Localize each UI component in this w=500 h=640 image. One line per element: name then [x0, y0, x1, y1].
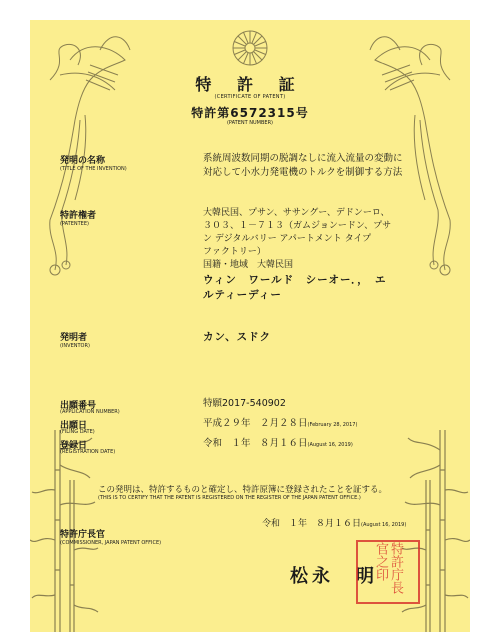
filing-date [203, 417, 453, 433]
filing-date-label-en: (FILING DATE) [60, 429, 95, 435]
filing-date-label: 出願日 [60, 421, 88, 431]
registration-date [203, 437, 453, 453]
application-number: 特願2017-540902 [203, 398, 286, 409]
invention-title-label: 発明の名称 [60, 156, 106, 166]
patent-number-en: (PATENT NUMBER) [226, 120, 273, 126]
official-seal [356, 540, 420, 604]
commissioner-label: 特許庁長官 [60, 530, 106, 540]
patentee-address [203, 207, 453, 272]
invention-title-label-en: (TITLE OF THE INVENTION) [60, 166, 127, 172]
application-number-label-en: (APPLICATION NUMBER) [60, 409, 120, 415]
certification-statement: この発明は、特許するものと確定し、特許原簿に登録されたことを証する。 [98, 485, 388, 495]
invention-title-line: 対応して小水力発電機のトルクを制御する方法 [203, 166, 403, 178]
inventor-name: カン、スドク [203, 331, 271, 343]
statement-date-ja: 令和 １年 ８月１６日 [262, 519, 362, 529]
certificate-title-en: (CERTIFICATE OF PATENT) [214, 94, 286, 100]
certificate-title: 特 許 証 [195, 75, 305, 94]
invention-title-line: 系統周波数同期の脱調なしに流入流量の変動に [203, 153, 403, 164]
certification-statement-en: (THIS IS TO CERTIFY THAT THE PATENT IS REGISTERED ON THE REGISTER OF THE JAPAN PATENT OFFICE.) [98, 495, 361, 501]
patentee-address-line: ン デジタルバリー アパートメント タイプ [203, 234, 372, 244]
registration-date-label: 登録日 [60, 441, 88, 451]
patentee-name-line: ウィン ワールド シーオー．， エ [203, 274, 387, 286]
patentee-nationality: 国籍・地域 大韓民国 [203, 260, 294, 270]
filing-date-en: (February 28, 2017) [307, 422, 358, 428]
filing-date-ja: 平成２９年 ２月２８日 [203, 418, 308, 429]
patentee-label: 特許権者 [60, 211, 97, 221]
application-number-label: 出願番号 [60, 401, 97, 411]
patentee-address-line: ３０３、１－７１３（ガムジョンードン、プサ [203, 221, 392, 231]
inventor-label-en: (INVENTOR) [60, 343, 90, 349]
statement-date-en: (August 16, 2019) [361, 522, 407, 528]
registration-date-en: (August 16, 2019) [307, 442, 353, 448]
patentee-name-line: ルティーディー [203, 289, 282, 301]
patent-number: 特許第6572315号 [191, 106, 309, 120]
commissioner-name: 松永 明 [290, 566, 378, 587]
statement-date [262, 516, 406, 529]
commissioner-label-en: (COMMISSIONER, JAPAN PATENT OFFICE) [60, 540, 162, 546]
seal-text: 特許庁長官之印 [373, 542, 403, 594]
inventor-label: 発明者 [60, 333, 88, 343]
patentee-address-line: ファクトリー） [203, 247, 266, 257]
patentee-address-line: 大韓民国、プサン、ササングー、デドンーロ、 [203, 208, 390, 218]
patentee-label-en: (PATENTEE) [60, 221, 89, 227]
chrysanthemum-emblem-icon [230, 28, 270, 68]
invention-title [203, 152, 453, 179]
registration-date-label-en: (REGISTRATION DATE) [60, 449, 116, 455]
registration-date-ja: 令和 １年 ８月１６日 [203, 438, 308, 449]
patentee-name [203, 273, 453, 303]
